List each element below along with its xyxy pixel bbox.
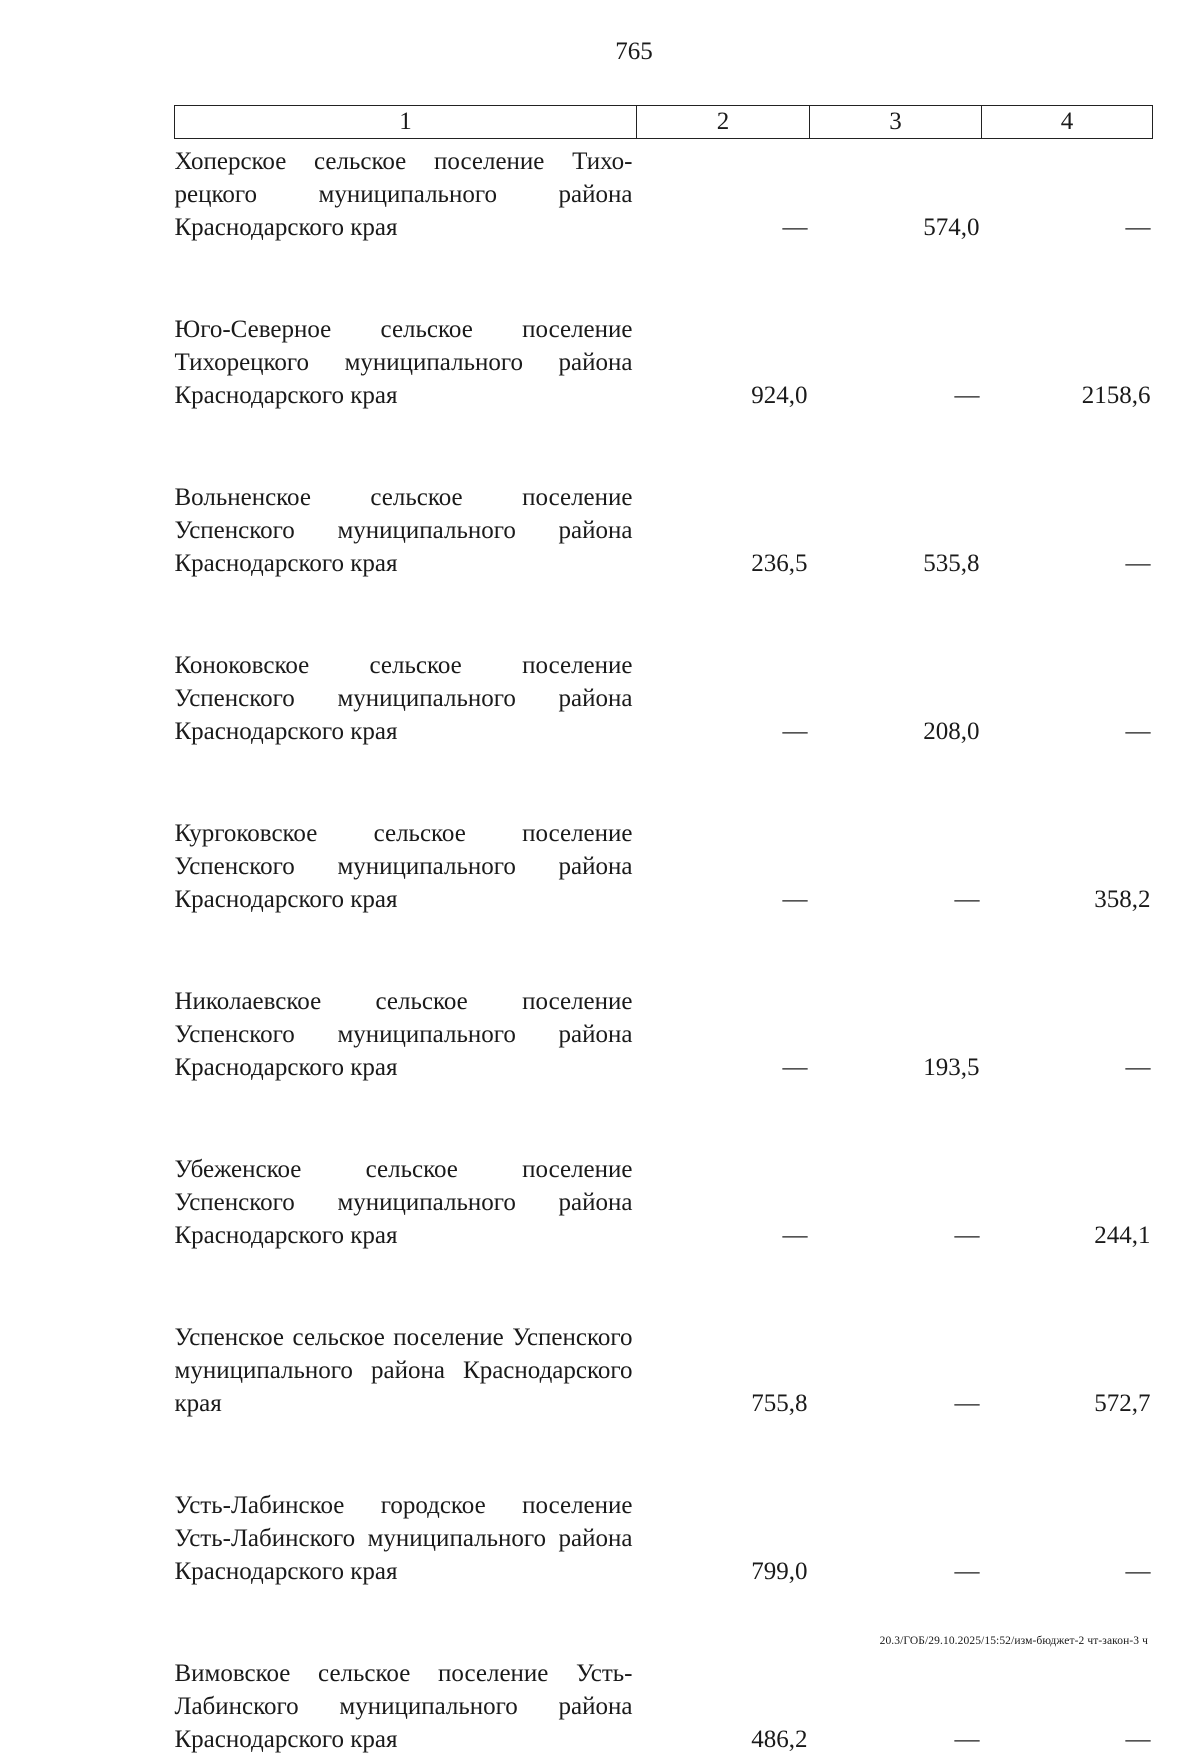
row-spacer (175, 1084, 1153, 1147)
page-number: 765 (0, 38, 1200, 66)
value-col-2-cell: — (637, 1147, 810, 1252)
budget-table (174, 105, 1153, 1756)
value-col-4-cell: — (982, 475, 1153, 580)
settlement-name-cell: Хоперское сельское поселение Тихо-рецкого муниципального района Краснодарского края (175, 139, 637, 245)
value-col-3-cell: — (810, 307, 982, 412)
value-col-3-cell: — (810, 1315, 982, 1420)
row-spacer (175, 412, 1153, 475)
value-col-2-cell: 799,0 (637, 1483, 810, 1588)
settlement-name-cell: Усть-Лабинское городское поселение Усть-Лабинского муниципального района Краснодарского края (175, 1483, 637, 1588)
settlement-name-cell: Успенское сельское поселение Успенского муниципального района Краснодарского края (175, 1315, 637, 1420)
value-col-2-cell: 755,8 (637, 1315, 810, 1420)
value-col-4-cell: 2158,6 (982, 307, 1153, 412)
spacer-cell (175, 1252, 1153, 1315)
value-col-2-cell: 924,0 (637, 307, 810, 412)
table-row (175, 811, 1153, 916)
settlement-name-cell: Убеженское сельское поселение Успенского муниципального района Краснодарского края (175, 1147, 637, 1252)
value-col-4-cell: — (982, 643, 1153, 748)
spacer-cell (175, 580, 1153, 643)
footer-stamp: 20.3/ГОБ/29.10.2025/15:52/изм-бюджет-2 чт-закон-3 ч (880, 1635, 1148, 1647)
table-header (175, 106, 1153, 139)
spacer-cell (175, 244, 1153, 307)
value-col-3-cell: — (810, 1651, 982, 1756)
value-col-4-cell: — (982, 979, 1153, 1084)
value-col-4-cell: — (982, 139, 1153, 245)
header-col-2: 2 (637, 106, 810, 139)
row-spacer (175, 1252, 1153, 1315)
value-col-3-cell: — (810, 1483, 982, 1588)
spacer-cell (175, 1084, 1153, 1147)
value-col-3-cell: 208,0 (810, 643, 982, 748)
table-row (175, 643, 1153, 748)
row-spacer (175, 1420, 1153, 1483)
header-col-4: 4 (982, 106, 1153, 139)
table-row (175, 979, 1153, 1084)
table-row (175, 1147, 1153, 1252)
header-col-1: 1 (175, 106, 637, 139)
row-spacer (175, 748, 1153, 811)
row-spacer (175, 244, 1153, 307)
value-col-4-cell: 244,1 (982, 1147, 1153, 1252)
row-spacer (175, 916, 1153, 979)
table-row (175, 307, 1153, 412)
settlement-name-cell: Николаевское сельское поселение Успенского муниципального района Краснодарского края (175, 979, 637, 1084)
value-col-2-cell: 236,5 (637, 475, 810, 580)
settlement-name-cell: Коноковское сельское поселение Успенского муниципального района Краснодарского края (175, 643, 637, 748)
value-col-3-cell: 535,8 (810, 475, 982, 580)
value-col-4-cell: 572,7 (982, 1315, 1153, 1420)
table-row (175, 1483, 1153, 1588)
settlement-name-cell: Вольненское сельское поселение Успенского муниципального района Краснодарского края (175, 475, 637, 580)
value-col-2-cell: — (637, 979, 810, 1084)
table-row (175, 475, 1153, 580)
value-col-4-cell: — (982, 1651, 1153, 1756)
row-spacer (175, 580, 1153, 643)
budget-table-container (174, 105, 1152, 1756)
value-col-2-cell: — (637, 643, 810, 748)
header-row (175, 106, 1153, 139)
table-row (175, 139, 1153, 245)
value-col-2-cell: — (637, 139, 810, 245)
settlement-name-cell: Кургоковское сельское поселение Успенского муниципального района Краснодарского края (175, 811, 637, 916)
value-col-2-cell: 486,2 (637, 1651, 810, 1756)
spacer-cell (175, 412, 1153, 475)
settlement-name-cell: Юго-Северное сельское поселение Тихорецкого муниципального района Краснодарского края (175, 307, 637, 412)
value-col-3-cell: 193,5 (810, 979, 982, 1084)
value-col-3-cell: — (810, 1147, 982, 1252)
header-col-3: 3 (810, 106, 982, 139)
value-col-2-cell: — (637, 811, 810, 916)
value-col-3-cell: 574,0 (810, 139, 982, 245)
spacer-cell (175, 1420, 1153, 1483)
value-col-4-cell: 358,2 (982, 811, 1153, 916)
spacer-cell (175, 748, 1153, 811)
settlement-name-cell: Вимовское сельское поселение Усть-Лабинского муниципального района Краснодарского края (175, 1651, 637, 1756)
table-body (175, 139, 1153, 1756)
value-col-4-cell: — (982, 1483, 1153, 1588)
table-row (175, 1315, 1153, 1420)
table-row (175, 1651, 1153, 1756)
value-col-3-cell: — (810, 811, 982, 916)
spacer-cell (175, 916, 1153, 979)
